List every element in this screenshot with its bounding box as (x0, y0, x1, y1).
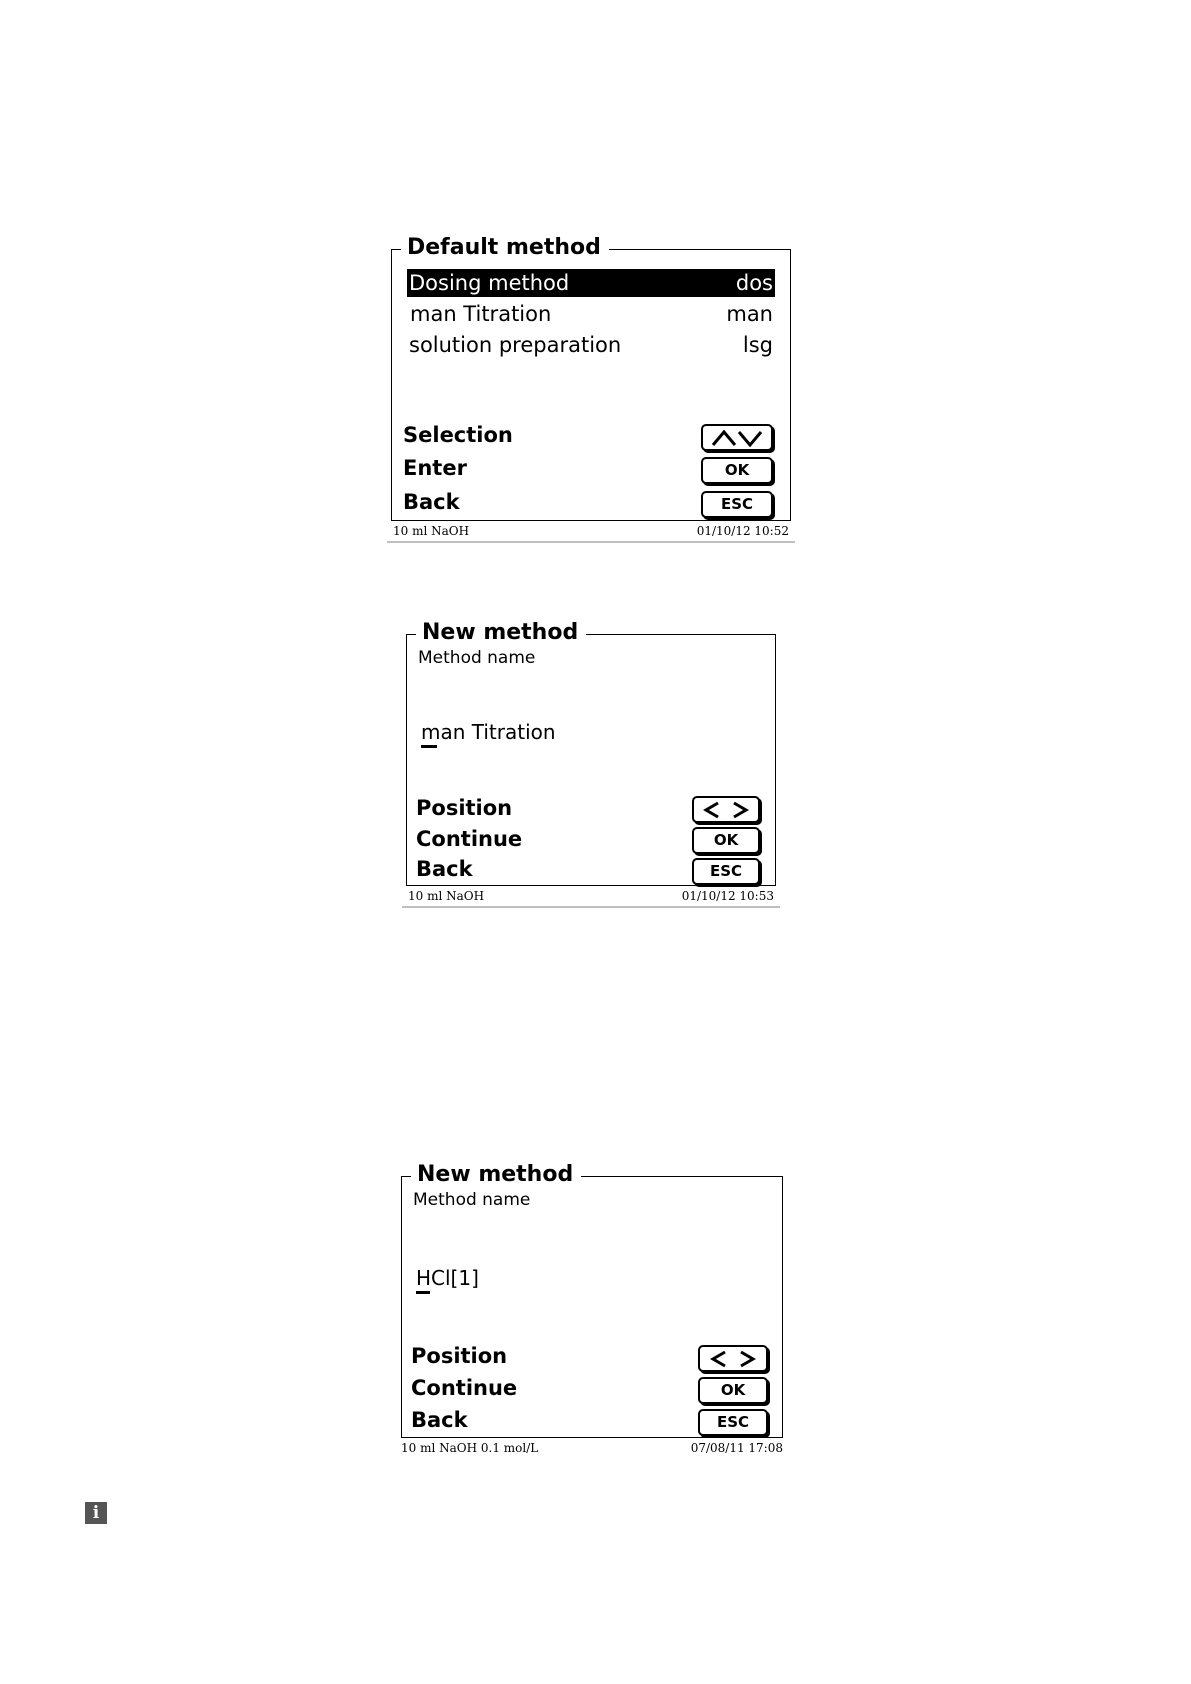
left-right-icon (698, 801, 754, 819)
menu-item-value: man (726, 302, 773, 326)
position-label: Position (416, 796, 513, 820)
menu-item-man-titration[interactable] (407, 300, 775, 328)
menu-item-dosing-method[interactable] (407, 269, 775, 297)
back-label: Back (411, 1408, 468, 1432)
status-left: 10 ml NaOH 0.1 mol/L (401, 1441, 539, 1455)
status-left: 10 ml NaOH (408, 889, 485, 903)
new-method-screen-1 (406, 620, 776, 909)
info-icon: i (85, 1502, 107, 1524)
status-right: 07/08/11 17:08 (690, 1441, 783, 1455)
menu-item-label: man Titration (410, 302, 552, 326)
screen-title: New method (416, 620, 586, 646)
method-name-field[interactable]: man Titration (421, 720, 556, 744)
menu-item-value: lsg (742, 333, 773, 357)
status-underline (387, 541, 795, 543)
enter-label: Enter (403, 456, 467, 480)
menu-item-value: dos (735, 271, 773, 295)
up-down-key[interactable] (701, 424, 773, 451)
back-label: Back (416, 857, 473, 881)
ok-key[interactable]: OK (692, 827, 760, 854)
status-right: 01/10/12 10:52 (696, 524, 789, 538)
continue-label: Continue (416, 827, 523, 851)
text-cursor (416, 1291, 430, 1294)
left-right-key[interactable] (692, 796, 760, 823)
esc-key[interactable]: ESC (701, 491, 773, 518)
text-cursor (421, 745, 437, 748)
back-label: Back (403, 490, 460, 514)
menu-item-label: Dosing method (409, 271, 570, 295)
status-left: 10 ml NaOH (393, 524, 470, 538)
up-down-icon (707, 429, 767, 447)
continue-label: Continue (411, 1376, 518, 1400)
left-right-key[interactable] (698, 1345, 768, 1372)
menu-item-solution-preparation[interactable] (407, 331, 775, 359)
screen-title: New method (411, 1162, 581, 1188)
position-label: Position (411, 1344, 508, 1368)
menu-item-label: solution preparation (409, 333, 622, 357)
method-name-label: Method name (418, 648, 536, 668)
default-method-screen (391, 235, 791, 544)
esc-key[interactable]: ESC (692, 858, 760, 885)
esc-key[interactable]: ESC (698, 1409, 768, 1436)
selection-label: Selection (403, 423, 513, 447)
status-underline (402, 906, 780, 908)
method-name-label: Method name (413, 1190, 531, 1210)
ok-key[interactable]: OK (698, 1377, 768, 1404)
screen-title: Default method (401, 235, 609, 261)
ok-key[interactable]: OK (701, 457, 773, 484)
new-method-screen-2 (401, 1162, 783, 1456)
status-right: 01/10/12 10:53 (681, 889, 774, 903)
left-right-icon (704, 1350, 762, 1368)
method-name-field[interactable]: HCl[1] (416, 1266, 479, 1290)
